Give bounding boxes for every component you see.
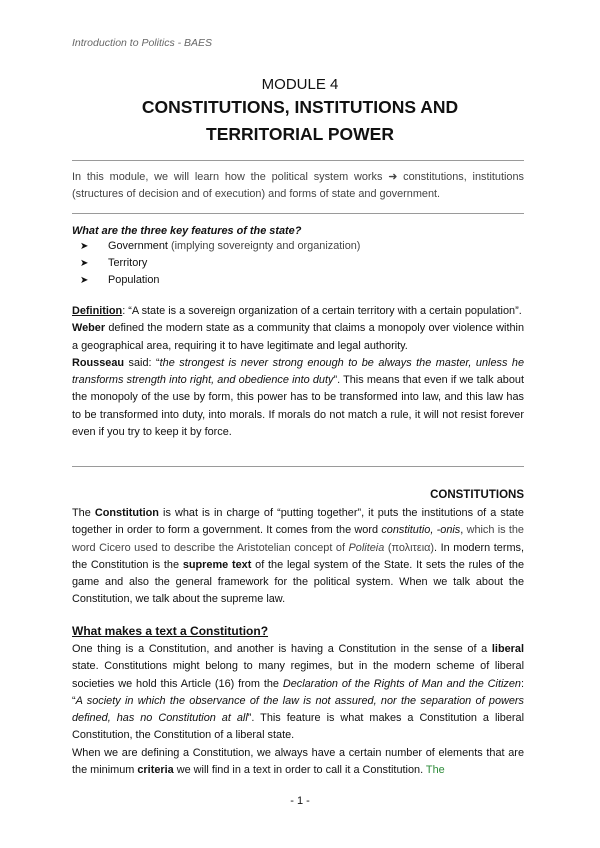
c-italic-constitutio: constitutio, -onis [381, 524, 461, 537]
weber-text: defined the modern state as a community that claims a monopoly over violence within a geographical area, requiring it to have legitimate and legal authority. [72, 322, 524, 352]
feature-label: Population [108, 274, 160, 286]
w-text-4: ”. This feature is what makes a Constitution a liberal Constitution, the Constitution of a liberal state. [72, 712, 525, 742]
divider-2 [72, 213, 524, 214]
divider-3 [72, 466, 524, 467]
w-text-5: When we are defining a Constitution, we always have a certain number of elements that are the minimum [72, 746, 524, 777]
w-text-2: state. Constitutions might belong to many regimes, but in the modern scheme of liberal societies we hold this Article (16) from the [72, 660, 524, 690]
definition-label: Definition [72, 305, 123, 317]
weber-paragraph [72, 320, 524, 355]
w-text-1: One thing is a Constitution, and another is having a Constitution in the sense of a [72, 643, 492, 655]
arrow-bullet-icon: ➤ [80, 258, 89, 269]
feature-label: Government [108, 240, 168, 252]
page-title-line-1: CONSTITUTIONS, INSTITUTIONS AND [141, 97, 459, 117]
definition-text: : “A state is a sovereign organization of a certain territory with a certain population”. [122, 305, 522, 317]
liberal-paragraph [72, 641, 524, 745]
intro-paragraph [72, 169, 524, 204]
running-header: Introduction to Politics - BAES [72, 37, 213, 49]
features-question: What are the three key features of the state? [72, 225, 302, 237]
c-text-5: of the legal system of the State. It sets the rules of the game and also the general framework for the political system. When we talk about the Constitution, we talk about the supreme law. [72, 558, 524, 606]
feature-label: Territory [108, 257, 148, 269]
list-item [80, 272, 360, 289]
list-item [80, 238, 360, 255]
divider-1 [72, 160, 524, 161]
c-italic-politeia: Politeia [348, 541, 385, 554]
constitution-paragraph [72, 505, 524, 609]
rousseau-quote: the strongest is never strong enough to be always the master, unless he transforms strength into right, and obedience into duty [72, 356, 524, 387]
feature-note: (implying sovereignty and organization) [167, 240, 361, 252]
c-text-3: , [460, 524, 464, 537]
w-bold-criteria: criteria [137, 764, 174, 777]
c-bold-constitution: Constitution [94, 507, 159, 519]
page-number: - 1 - [290, 795, 310, 807]
what-makes-block [72, 641, 524, 779]
rousseau-said: said: “ [124, 356, 160, 369]
w-italic-declaration: Declaration of the Rights of Man and the Citizen [282, 677, 521, 690]
definition-block [72, 303, 524, 441]
intro-text: In this module, we will learn how the political system works ➜ constitutions, institutions (structures of decision and of execution) and forms of state and government. [72, 171, 524, 201]
rousseau-paragraph [72, 355, 524, 441]
features-list [80, 238, 360, 289]
rousseau-rest: ”. This means that even if we talk about the monopoly of the use by form, this power has to be transformed into law, and this law has to be transformed into duty, into morals. If morals do not match a rule, it will not resist forever even if you try to keep it by force. [72, 374, 524, 439]
criteria-paragraph [72, 745, 524, 780]
arrow-bullet-icon: ➤ [80, 241, 89, 252]
w-green-the: The [425, 764, 445, 777]
subheading-what-makes: What makes a text a Constitution? [72, 624, 269, 638]
page-title-line-2: TERRITORIAL POWER [206, 124, 394, 144]
c-text-1: The [72, 507, 95, 519]
module-label: MODULE 4 [261, 76, 339, 93]
weber-name: Weber [72, 322, 106, 335]
list-item [80, 255, 360, 272]
rousseau-name: Rousseau [72, 356, 125, 369]
section-heading-constitutions: CONSTITUTIONS [430, 489, 524, 501]
w-text-3: : “ [72, 677, 524, 707]
w-text-6: we will find in a text in order to call it a Constitution. [173, 764, 426, 777]
arrow-bullet-icon: ➤ [80, 275, 89, 286]
c-text-2: is what is in charge of “putting together”, it puts the institutions of a state together in order to form a government. It comes from the word [72, 507, 524, 537]
c-text-4: . In modern terms, the Constitution is the [72, 541, 524, 571]
c-bold-supreme-text: supreme text [182, 558, 252, 571]
w-italic-quote: A society in which the observance of the law is not assured, nor the separation of powers defined, has no Constitution at all [72, 694, 524, 725]
definition-paragraph [72, 303, 524, 320]
c-greek: (πολιτεια) [384, 541, 435, 554]
w-bold-liberal: liberal [491, 643, 524, 655]
c-text-cicero: which is the word Cicero used to describe the Aristotelian concept of [72, 524, 524, 554]
